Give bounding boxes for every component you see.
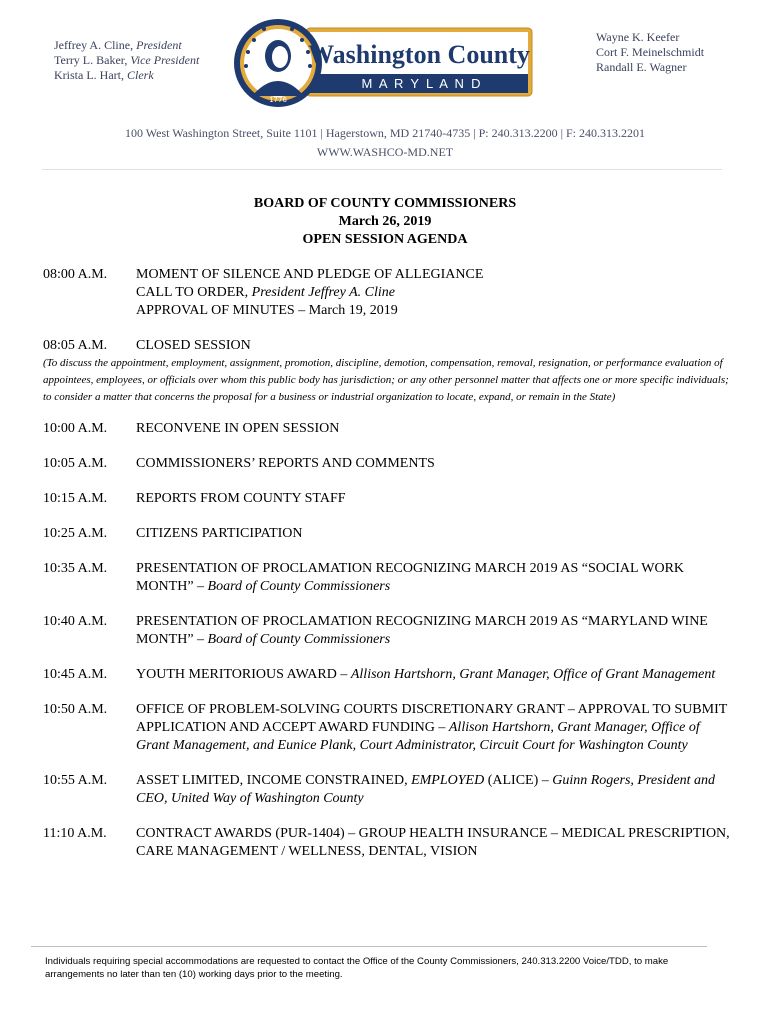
agenda-item — [43, 560, 733, 596]
agenda-time: 10:35 A.M. — [43, 561, 108, 576]
agenda-desc: YOUTH MERITORIOUS AWARD – Allison Hartshorn, Grant Manager, Office of Grant Management — [136, 667, 716, 682]
agenda-item — [43, 772, 733, 808]
header-divider — [42, 169, 722, 170]
commissioner-name: Randall E. Wagner — [596, 60, 687, 74]
agenda-item — [43, 525, 733, 543]
agenda-item — [43, 266, 733, 320]
agenda-time: 10:40 A.M. — [43, 614, 108, 629]
officer-clerk: Krista L. Hart, Clerk — [54, 68, 154, 82]
agenda-desc: OFFICE OF PROBLEM-SOLVING COURTS DISCRETIONARY GRANT – APPROVAL TO SUBMIT APPLICATION AND ACCEPT AWARD FUNDING – Allison Hartshorn, Grant Manager, Office of Grant Management, and Eunice Plank, Court Administrator, Circuit Court for Washington County — [136, 702, 728, 753]
agenda-desc: ASSET LIMITED, INCOME CONSTRAINED, EMPLOYED (ALICE) – Guinn Rogers, President and CEO, United Way of Washington County — [136, 773, 716, 806]
agenda-desc: PRESENTATION OF PROCLAMATION RECOGNIZING MARCH 2019 AS “MARYLAND WINE MONTH” – Board of County Commissioners — [136, 614, 708, 647]
officer-president: Jeffrey A. Cline, President — [54, 38, 182, 52]
agenda-item — [43, 420, 733, 438]
website-link[interactable]: WWW.WASHCO-MD.NET — [316, 145, 454, 159]
closed-session-note: (To discuss the appointment, employment, assignment, promotion, discipline, demotion, compensation, removal, resignation, or performance evaluation of appointees, employees, or officials over whom this public body has jurisdiction; or any other personnel matter that affects one or more specific individuals; to consider a matter that concerns the proposal for a business or industrial organization to locate, expand, or remain in the State) — [43, 357, 729, 403]
agenda-desc: CITIZENS PARTICIPATION — [136, 526, 303, 541]
washington-county-logo — [234, 16, 536, 110]
commissioner-name: Cort F. Meinelschmidt — [596, 45, 705, 59]
accommodations-notice: Individuals requiring special accommodations are requested to contact the Office of the County Commissioners, 240.313.2200 Voice/TDD, to make arrangements no later than ten (10) working days prior to the meeting. — [45, 956, 669, 980]
agenda-desc: RECONVENE IN OPEN SESSION — [136, 421, 340, 436]
agenda-desc: CLOSED SESSION — [136, 338, 251, 353]
page-title: BOARD OF COUNTY COMMISSIONERS March 26, 2019 OPEN SESSION AGENDA — [253, 196, 517, 247]
agenda-time: 10:25 A.M. — [43, 526, 108, 541]
officer-vice-president: Terry L. Baker, Vice President — [54, 53, 200, 67]
agenda-time: 08:05 A.M. — [43, 338, 108, 353]
agenda-time: 10:15 A.M. — [43, 491, 108, 506]
commissioners-list — [596, 30, 704, 75]
logo-title: Washington County — [308, 40, 530, 69]
agenda-item — [43, 825, 733, 861]
agenda-item — [43, 337, 733, 355]
agenda-desc: MOMENT OF SILENCE AND PLEDGE OF ALLEGIANCE CALL TO ORDER, President Jeffrey A. Cline APPROVAL OF MINUTES – March 19, 2019 — [136, 267, 484, 318]
footer-divider — [31, 946, 707, 947]
agenda-time: 10:05 A.M. — [43, 456, 108, 471]
agenda-desc: CONTRACT AWARDS (PUR-1404) – GROUP HEALTH INSURANCE – MEDICAL PRESCRIPTION, CARE MANAGEMENT / WELLNESS, DENTAL, VISION — [136, 826, 730, 859]
agenda-desc: PRESENTATION OF PROCLAMATION RECOGNIZING MARCH 2019 AS “SOCIAL WORK MONTH” – Board of County Commissioners — [136, 561, 685, 594]
agenda-time: 11:10 A.M. — [43, 826, 107, 841]
agenda-item — [43, 666, 733, 684]
agenda-item — [43, 701, 733, 755]
agenda-desc: COMMISSIONERS’ REPORTS AND COMMENTS — [136, 456, 435, 471]
agenda-time: 10:50 A.M. — [43, 702, 108, 717]
agenda-desc: REPORTS FROM COUNTY STAFF — [136, 491, 346, 506]
agenda-item — [43, 455, 733, 473]
officers-list — [54, 38, 199, 83]
agenda-time: 10:55 A.M. — [43, 773, 108, 788]
agenda-time: 10:00 A.M. — [43, 421, 108, 436]
agenda-item — [43, 613, 733, 649]
agenda-item — [43, 490, 733, 508]
logo-state: M A R Y L A N D — [361, 76, 481, 91]
agenda-list — [43, 266, 733, 861]
agenda-time: 08:00 A.M. — [43, 267, 108, 282]
address-line: 100 West Washington Street, Suite 1101 | Hagerstown, MD 21740-4735 | P: 240.313.2200 | F: 240.313.2201 — [124, 126, 646, 140]
commissioner-name: Wayne K. Keefer — [596, 30, 680, 44]
agenda-time: 10:45 A.M. — [43, 667, 108, 682]
svg-text:1776: 1776 — [269, 96, 287, 104]
